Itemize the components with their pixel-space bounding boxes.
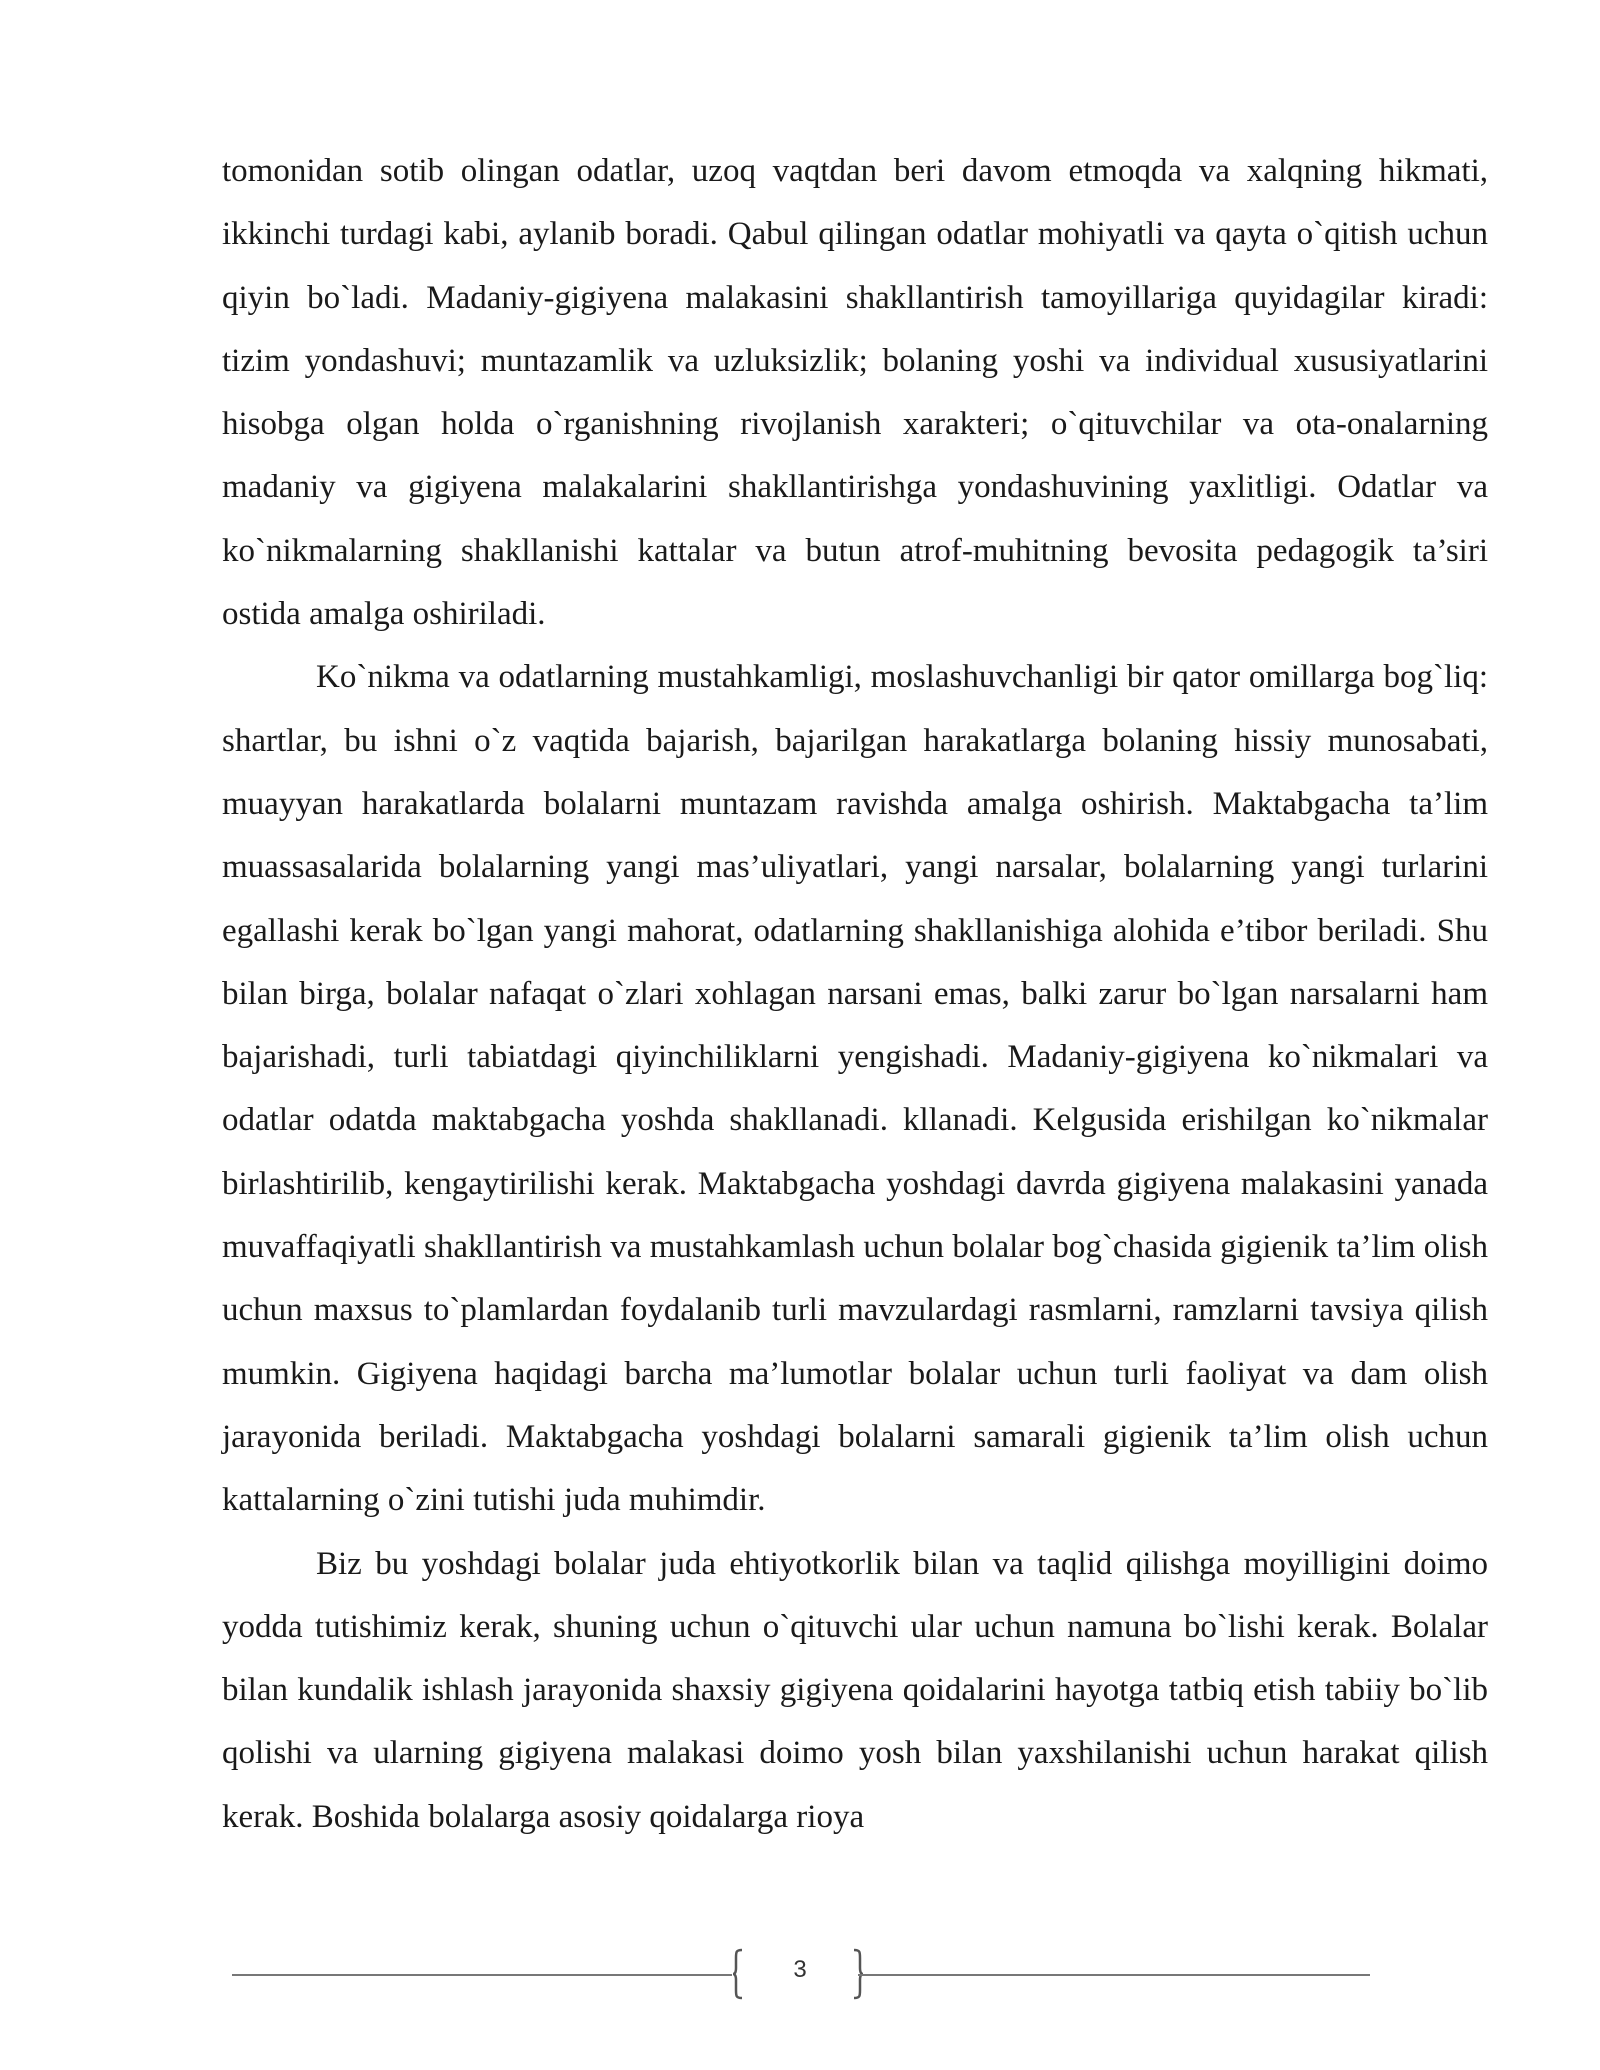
- document-body: [222, 140, 1488, 1849]
- paragraph-1: tomonidan sotib olingan odatlar, uzoq vaqtdan beri davom etmoqda va xalqning hikmati, ikkinchi turdagi kabi, aylanib boradi. Qabul qilingan odatlar mohiyatli va qayta o`qitish uchun qiyin bo`ladi. Madaniy-gigiyena malakasini shakllantirish tamoyillariga quyidagilar kiradi: tizim yondashuvi; muntazamlik va uzluksizlik; bolaning yoshi va individual xususiyatlarini hisobga olgan holda o`rganishning rivojlanish xarakteri; o`qituvchilar va ota-onalarning madaniy va gigiyena malakalarini shakllantirishga yondashuvining yaxlitligi. Odatlar va ko`nikmalarning shakllanishi kattalar va butun atrof-muhitning bevosita pedagogik ta’siri ostida amalga oshiriladi.: [222, 153, 1488, 633]
- page-footer: [0, 1940, 1600, 2010]
- footer-rule-right: [858, 1974, 1370, 1976]
- paragraph-2: Ko`nikma va odatlarning mustahkamligi, moslashuvchanligi bir qator omillarga bog`liq: shartlar, bu ishni o`z vaqtida bajarish, bajarilgan harakatlarga bolaning hissiy munosabati, muayyan harakatlarda bolalarni muntazam ravishda amalga oshirish. Maktabgacha ta’lim muassasalarida bolalarning yangi mas’uliyatlari, yangi narsalar, bolalarning yangi turlarini egallashi kerak bo`lgan yangi mahorat, odatlarning shakllanishiga alohida e’tibor beriladi. Shu bilan birga, bolalar nafaqat o`zlari xohlagan narsani emas, balki zarur bo`lgan narsalarni ham bajarishadi, turli tabiatdagi qiyinchiliklarni yengishadi. Madaniy-gigiyena ko`nikmalari va odatlar odatda maktabgacha yoshda shakllanadi. kllanadi. Kelgusida erishilgan ko`nikmalar birlashtirilib, kengaytirilishi kerak. Maktabgacha yoshdagi davrda gigiyena malakasini yanada muvaffaqiyatli shakllantirish va mustahkamlash uchun bolalar bog`chasida gigienik ta’lim olish uchun maxsus to`plamlardan foydalanib turli mavzulardagi rasmlarni, ramzlarni tavsiya qilish mumkin. Gigiyena haqidagi barcha ma’lumotlar bolalar uchun turli faoliyat va dam olish jarayonida beriladi. Maktabgacha yoshdagi bolalarni samarali gigienik ta’lim olish uchun kattalarning o`zini tutishi juda muhimdir.: [222, 659, 1488, 1519]
- left-brace-icon: [732, 1948, 744, 2000]
- paragraph-3: Biz bu yoshdagi bolalar juda ehtiyotkorlik bilan va taqlid qilishga moyilligini doimo yodda tutishimiz kerak, shuning uchun o`qituvchi ular uchun namuna bo`lishi kerak. Bolalar bilan kundalik ishlash jarayonida shaxsiy gigiyena qoidalarini hayotga tatbiq etish tabiiy bo`lib qolishi va ularning gigiyena malakasi doimo yosh bilan yaxshilanishi uchun harakat qilish kerak. Boshida bolalarga asosiy qoidalarga rioya: [222, 1545, 1488, 1835]
- page-number: 3: [793, 1956, 807, 1983]
- footer-rule-left: [232, 1974, 732, 1976]
